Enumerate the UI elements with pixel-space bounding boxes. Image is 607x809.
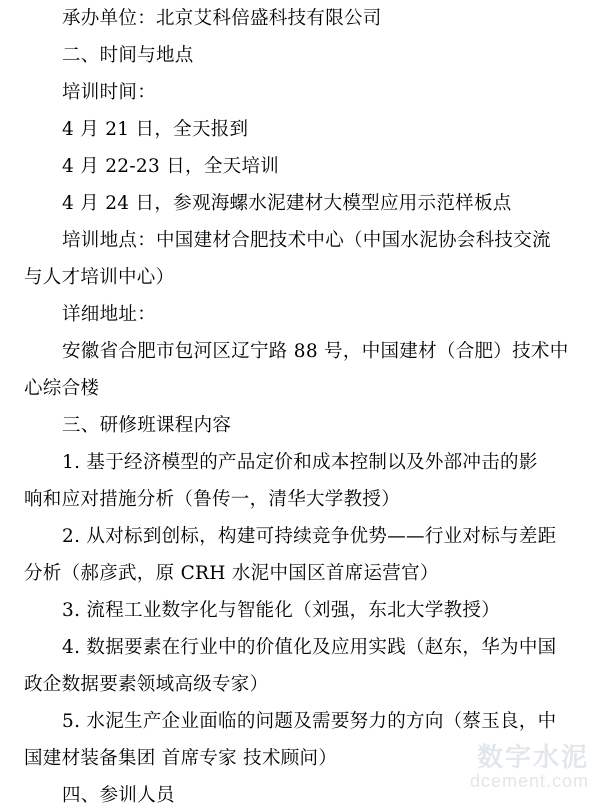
- course-item-5-cont: 国建材装备集团 首席专家 技术顾问）: [24, 748, 338, 769]
- course-item-2: 2. 从对标到创标，构建可持续竞争优势——行业对标与差距: [62, 526, 557, 547]
- training-time-label: 培训时间：: [62, 82, 157, 103]
- course-item-1-cont: 响和应对措施分析（鲁传一，清华大学教授）: [24, 489, 401, 510]
- training-location-line: 培训地点：中国建材合肥技术中心（中国水泥协会科技交流: [62, 230, 551, 251]
- course-item-2-cont: 分析（郝彦武，原 CRH 水泥中国区首席运营官）: [24, 563, 439, 584]
- address-cont: 心综合楼: [24, 378, 100, 399]
- site-watermark: [470, 743, 589, 791]
- course-item-1: 1. 基于经济模型的产品定价和成本控制以及外部冲击的影: [62, 452, 538, 473]
- address-line: 安徽省合肥市包河区辽宁路 88 号，中国建材（合肥）技术中: [62, 341, 569, 362]
- schedule-item-1: 4 月 21 日，全天报到: [62, 119, 249, 140]
- section-heading-participants: 四、参训人员: [62, 785, 175, 806]
- section-heading-time-place: 二、时间与地点: [62, 45, 194, 66]
- schedule-item-2: 4 月 22-23 日，全天培训: [62, 156, 280, 177]
- course-item-4: 4. 数据要素在行业中的价值化及应用实践（赵东，华为中国: [62, 637, 557, 658]
- course-item-5: 5. 水泥生产企业面临的问题及需要努力的方向（蔡玉良，中: [62, 711, 557, 732]
- watermark-title: 数字水泥: [476, 742, 589, 772]
- course-item-3: 3. 流程工业数字化与智能化（刘强，东北大学教授）: [62, 600, 501, 621]
- schedule-item-3: 4 月 24 日，参观海螺水泥建材大模型应用示范样板点: [62, 193, 512, 214]
- organizer-line: 承办单位：北京艾科倍盛科技有限公司: [62, 8, 382, 29]
- address-label: 详细地址：: [62, 304, 157, 325]
- training-location-cont: 与人才培训中心）: [24, 267, 175, 288]
- section-heading-curriculum: 三、研修班课程内容: [62, 415, 232, 436]
- course-item-4-cont: 政企数据要素领域高级专家）: [24, 674, 269, 695]
- watermark-domain: dcement.com: [469, 771, 589, 791]
